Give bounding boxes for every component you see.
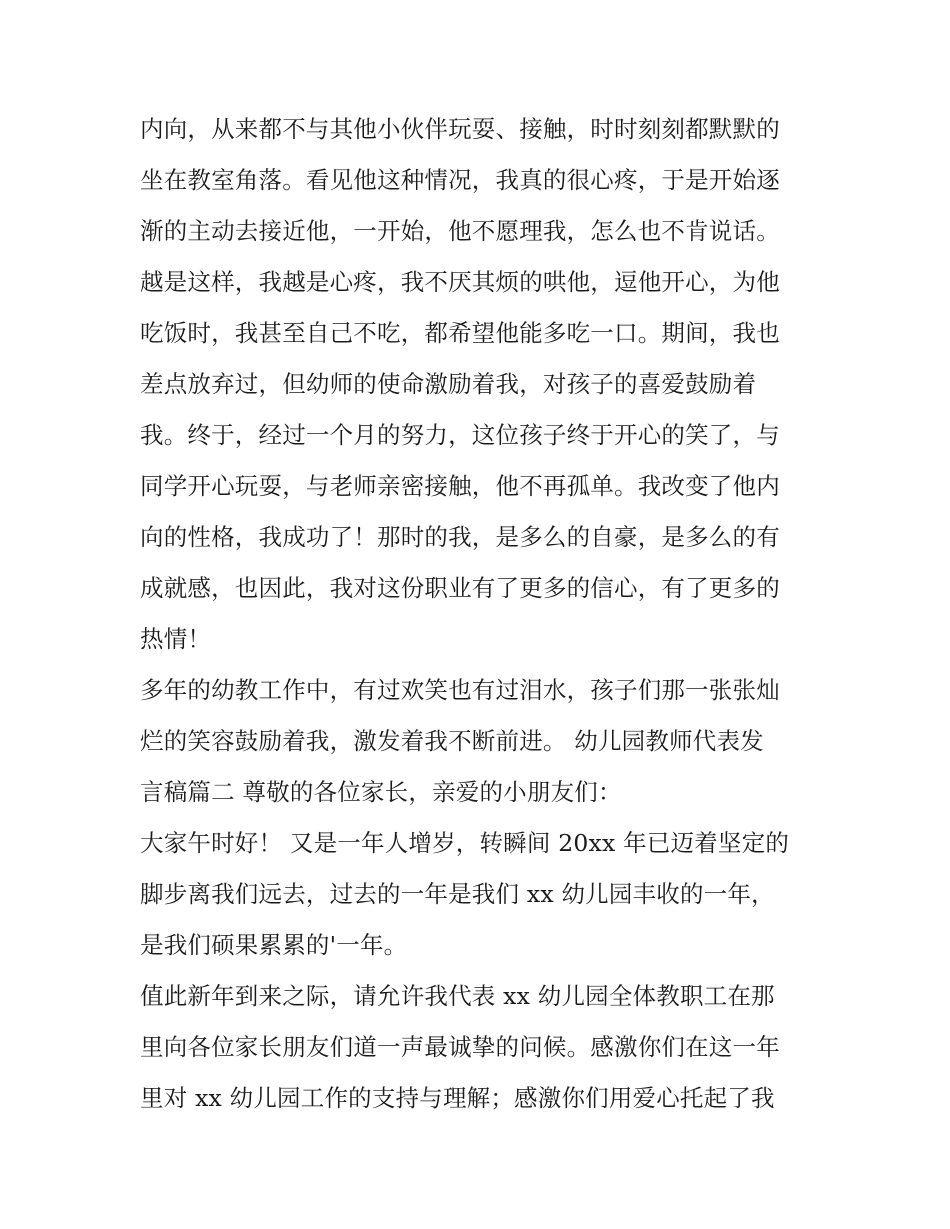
text-line: 是我们硕果累累的'一年。 (140, 931, 408, 959)
text-line: 越是这样，我越是心疼，我不厌其烦的哄他，逗他开心，为他 (140, 268, 780, 296)
text-line: 多年的幼教工作中，有过欢笑也有过泪水，孩子们那一张张灿 (140, 676, 780, 704)
text-line: 言稿篇二 尊敬的各位家长，亲爱的小朋友们： (140, 778, 622, 806)
text-line: 烂的笑容鼓励着我，激发着我不断前进。 幼儿园教师代表发 (140, 727, 764, 755)
text-line: 成就感，也因此，我对这份职业有了更多的信心，有了更多的 (140, 574, 780, 602)
text-line: 内向，从来都不与其他小伙伴玩耍、接触，时时刻刻都默默的 (140, 115, 780, 143)
text-line: 热情！ (140, 625, 212, 653)
text-line: 我。终于，经过一个月的努力，这位孩子终于开心的笑了，与 (140, 421, 780, 449)
text-line: 值此新年到来之际，请允许我代表 xx 幼儿园全体教职工在那 (140, 982, 775, 1010)
text-line: 差点放弃过，但幼师的使命激励着我，对孩子的喜爱鼓励着 (140, 370, 757, 398)
text-line: 大家午时好！ 又是一年人增岁，转瞬间 20xx 年已迈着坚定的 (140, 829, 790, 857)
text-line: 里向各位家长朋友们道一声最诚挚的问候。感激你们在这一年 (140, 1033, 780, 1061)
text-line: 脚步离我们远去，过去的一年是我们 xx 幼儿园丰收的一年， (140, 880, 775, 908)
text-line: 里对 xx 幼儿园工作的支持与理解；感激你们用爱心托起了我 (140, 1084, 775, 1112)
text-line: 坐在教室角落。看见他这种情况，我真的很心疼，于是开始逐 (140, 166, 780, 194)
text-line: 渐的主动去接近他，一开始，他不愿理我，怎么也不肯说话。 (140, 217, 780, 245)
text-line: 吃饭时，我甚至自己不吃，都希望他能多吃一口。期间，我也 (140, 319, 780, 347)
body-text (140, 104, 820, 1124)
text-line: 同学开心玩耍，与老师亲密接触，他不再孤单。我改变了他内 (140, 472, 780, 500)
text-line: 向的性格，我成功了！那时的我，是多么的自豪，是多么的有 (140, 523, 780, 551)
